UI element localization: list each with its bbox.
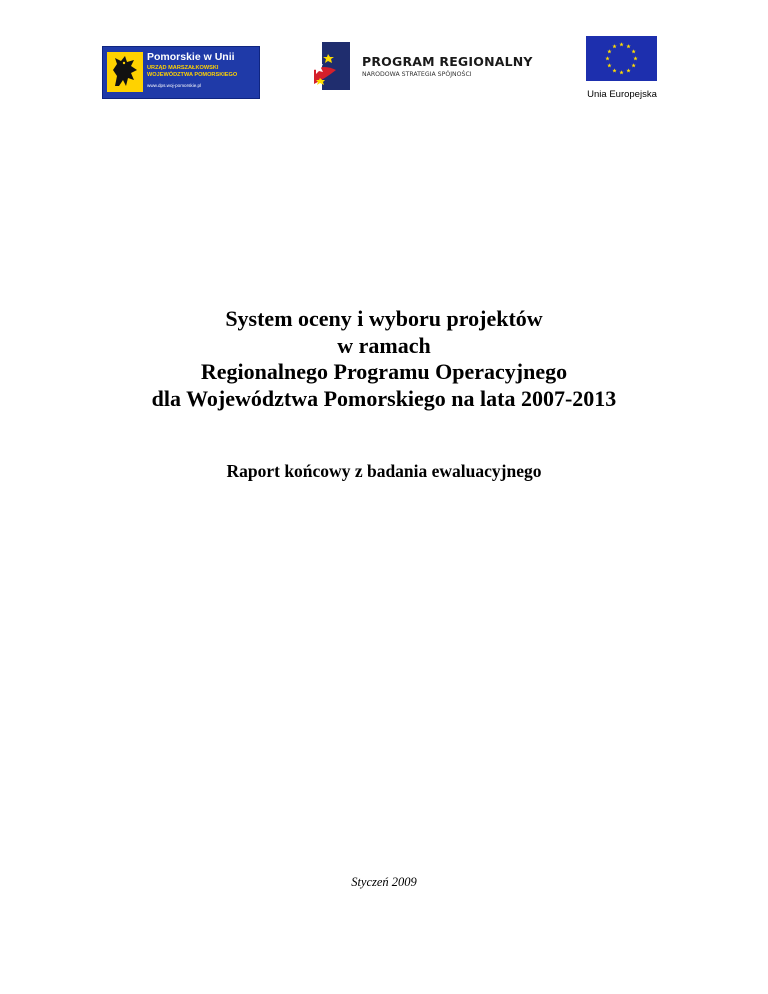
- program-logo-title: PROGRAM REGIONALNY: [362, 54, 533, 69]
- eu-star: [619, 42, 623, 46]
- eu-caption: Unia Europejska: [587, 89, 657, 100]
- eu-star: [619, 70, 623, 74]
- griffin-icon: [107, 52, 143, 92]
- pomorskie-logo-office: URZĄD MARSZAŁKOWSKI: [147, 65, 219, 71]
- document-title-line: System oceny i wyboru projektów: [225, 306, 543, 331]
- star-flag-icon: [312, 40, 352, 92]
- program-logo-subtitle: NARODOWA STRATEGIA SPÓJNOŚCI: [362, 71, 472, 78]
- document-title: [0, 306, 768, 412]
- logo-header: [0, 0, 768, 110]
- eu-star: [633, 56, 637, 60]
- eu-star: [607, 49, 611, 53]
- eu-star: [626, 68, 630, 72]
- pomorskie-logo-title: Pomorskie w Unii: [147, 51, 235, 63]
- eu-flag-icon: [586, 36, 657, 81]
- document-title-line: dla Województwa Pomorskiego na lata 2007-2013: [151, 385, 617, 411]
- eu-star: [631, 49, 635, 53]
- document-title-line: Regionalnego Programu Operacyjnego: [200, 359, 568, 384]
- eu-star: [607, 63, 611, 67]
- document-title-line: w ramach: [337, 332, 431, 358]
- program-regionalny-logo: [312, 40, 542, 92]
- eu-star: [631, 63, 635, 67]
- eu-star: [626, 44, 630, 48]
- document-subtitle: Raport końcowy z badania ewaluacyjnego: [226, 461, 542, 481]
- document-date: Styczeń 2009: [351, 875, 417, 889]
- eu-flag: [586, 36, 657, 81]
- pomorskie-logo-subtitle: [147, 65, 237, 78]
- pomorskie-logo-region: WOJEWÓDZTWA POMORSKIEGO: [147, 71, 238, 78]
- pomorskie-logo-url: www.dps.woj-pomorskie.pl: [147, 83, 202, 88]
- eu-star: [605, 56, 609, 60]
- eu-star: [612, 44, 616, 48]
- pomorskie-w-unii-logo: [102, 46, 260, 99]
- eu-star: [612, 68, 616, 72]
